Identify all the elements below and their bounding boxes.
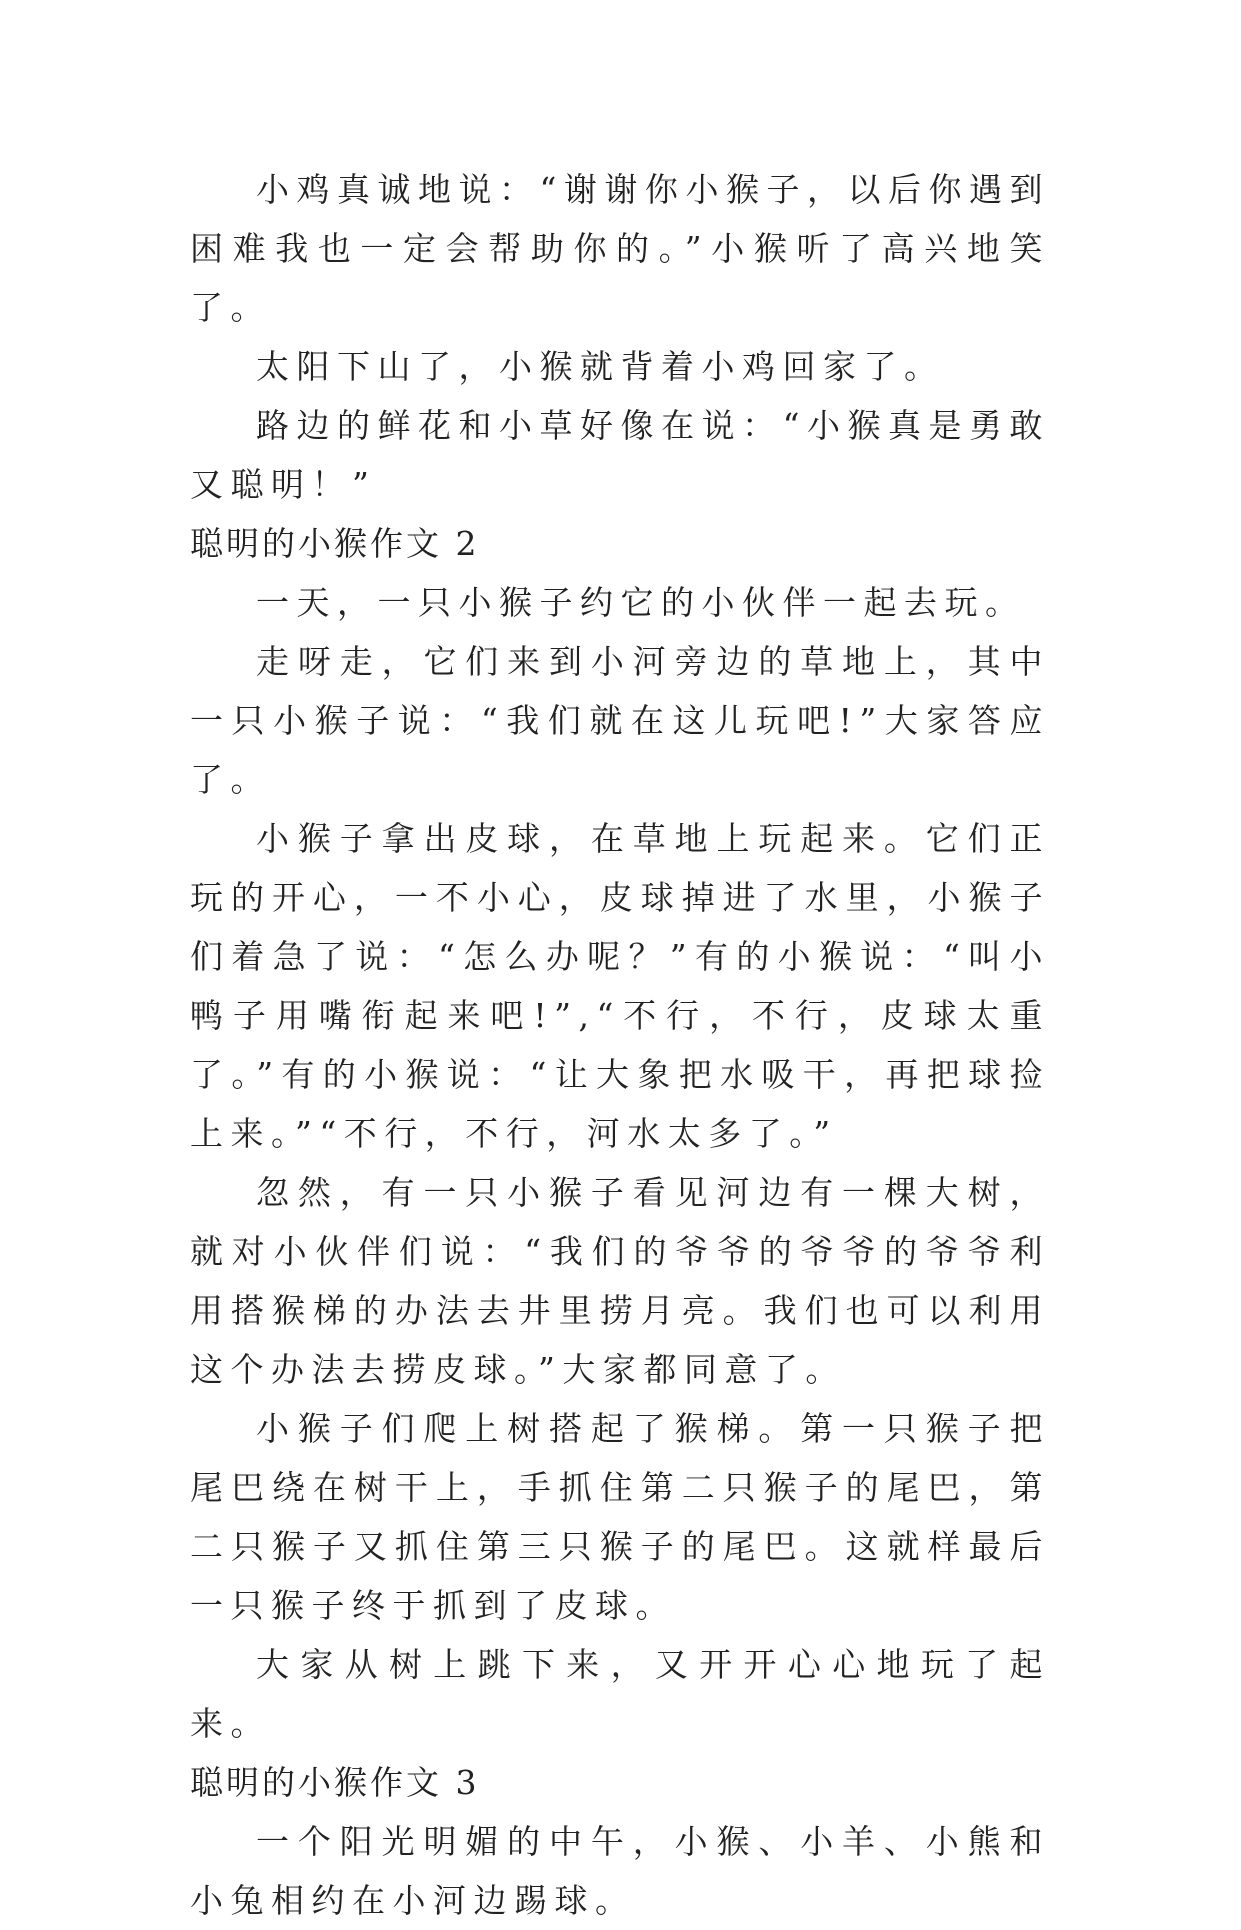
paragraph: 一天，一只小猴子约它的小伙伴一起去玩。 xyxy=(256,583,1026,622)
paragraph: 小猴子拿出皮球，在草地上玩起来。它们正玩的开心，一不小心，皮球掉进了水里，小猴子们着急了说：“怎么办呢？”有的小猴说：“叫小鸭子用嘴衔起来吧!”,“不行，不行，皮球太重了。”有的小猴说：“让大象把水吸干，再把球捡上来。”“不行，不行，河水太多了。” xyxy=(190,819,1050,1153)
paragraph: 走呀走，它们来到小河旁边的草地上，其中一只小猴子说：“我们就在这儿玩吧!”大家答应了。 xyxy=(190,642,1050,799)
paragraph: 大家从树上跳下来，又开开心心地玩了起来。 xyxy=(190,1645,1050,1743)
paragraph: 路边的鲜花和小草好像在说：“小猴真是勇敢又聪明！” xyxy=(190,406,1050,504)
section-heading: 聪明的小猴作文 2 xyxy=(190,524,480,563)
paragraph: 小鸡真诚地说：“谢谢你小猴子，以后你遇到困难我也一定会帮助你的。”小猴听了高兴地笑了。 xyxy=(190,170,1050,327)
paragraph: 小猴子们爬上树搭起了猴梯。第一只猴子把尾巴绕在树干上，手抓住第二只猴子的尾巴，第二只猴子又抓住第三只猴子的尾巴。这就样最后一只猴子终于抓到了皮球。 xyxy=(190,1409,1050,1625)
document-body xyxy=(190,160,1050,1930)
paragraph: 太阳下山了，小猴就背着小鸡回家了。 xyxy=(256,347,945,386)
paragraph: 忽然，有一只小猴子看见河边有一棵大树，就对小伙伴们说：“我们的爷爷的爷爷的爷爷利用搭猴梯的办法去井里捞月亮。我们也可以利用这个办法去捞皮球。”大家都同意了。 xyxy=(190,1173,1050,1389)
paragraph: 一个阳光明媚的中午，小猴、小羊、小熊和小兔相约在小河边踢球。 xyxy=(190,1822,1050,1920)
section-heading: 聪明的小猴作文 3 xyxy=(190,1763,480,1802)
